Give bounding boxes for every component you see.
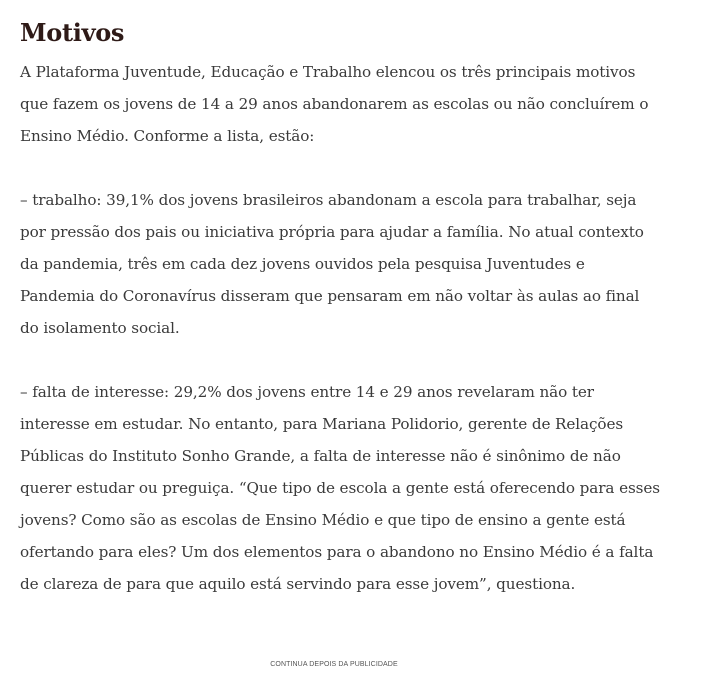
advertisement-label: CONTINUA DEPOIS DA PUBLICIDADE bbox=[270, 661, 398, 668]
paragraph-intro: A Plataforma Juventude, Educação e Trabalho elencou os três principais motivos que fazem os jovens de 14 a 29 anos abandonarem as escolas ou não concluírem o Ensino Médio. Conforme a lista, estão: bbox=[20, 63, 649, 145]
paragraph-trabalho: – trabalho: 39,1% dos jovens brasileiros abandonam a escola para trabalhar, seja por pressão dos pais ou iniciativa própria para ajudar a família. No atual contexto da pandemia, três em cada dez jovens ouvidos pela pesquisa Juventudes e Pandemia do Coronavírus disseram que pensaram em não voltar às aulas ao final do isolamento social. bbox=[20, 191, 644, 337]
paragraph-falta-de-interesse: – falta de interesse: 29,2% dos jovens entre 14 e 29 anos revelaram não ter interesse em estudar. No entanto, para Mariana Polidorio, gerente de Relações Públicas do Instituto Sonho Grande, a falta de interesse não é sinônimo de não querer estudar ou preguiça. “Que tipo de escola a gente está oferecendo para esses jovens? Como são as escolas de Ensino Médio e que tipo de ensino a gente está ofertando para eles? Um dos elementos para o abandono no Ensino Médio é a falta de clareza de para que aquilo está servindo para esse jovem”, questiona. bbox=[20, 383, 660, 593]
section-heading: Motivos bbox=[20, 18, 125, 47]
article-body bbox=[20, 16, 660, 600]
